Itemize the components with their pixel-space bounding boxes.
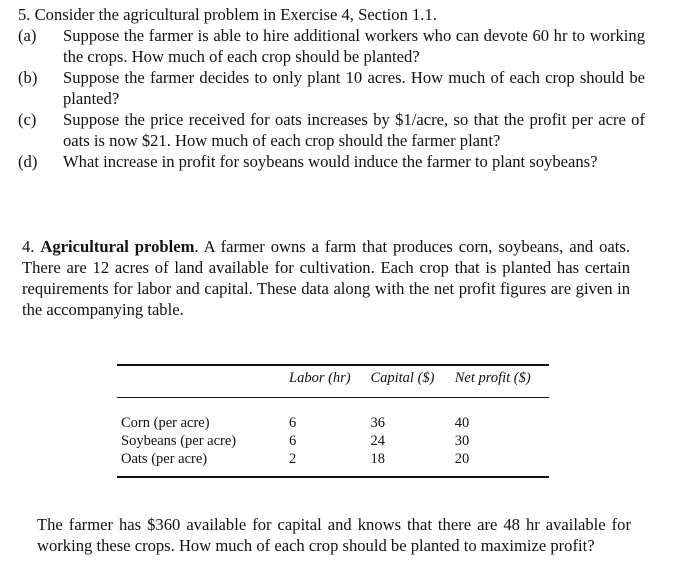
table-cell: Corn (per acre): [121, 415, 210, 431]
exercise-4-title: Agricultural problem: [40, 237, 195, 256]
crop-requirements-table: [117, 364, 549, 478]
table-header-capital: Capital ($): [370, 370, 435, 386]
table-cell: 36: [370, 415, 385, 431]
part-text: What increase in profit for soybeans would induce the farmer to plant soybeans?: [63, 152, 598, 171]
part-label: (a): [18, 26, 37, 45]
table-cell: 6: [289, 433, 297, 449]
table-cell: 30: [454, 433, 470, 449]
table-header-net-profit: Net profit ($): [454, 370, 531, 386]
exercise-4-text: A farmer owns a farm that produces corn, soybeans, and oats. There are 12 acres of land available for cultivation. Each crop that is planted has certain requirements for labor and capital. These data along with the net profit figures are given in the accompanying table.: [22, 237, 630, 319]
exercise-5-part-b: [18, 67, 645, 109]
table-cell: 20: [454, 451, 470, 467]
table-row: [117, 398, 549, 433]
part-label: (c): [18, 110, 37, 129]
exercise-5-intro: [18, 4, 658, 25]
exercise-5-part-a: [18, 25, 645, 67]
table-header-cell: [117, 365, 285, 398]
table-cell: Oats (per acre): [121, 451, 208, 467]
part-label: (d): [18, 152, 38, 171]
table-cell: 6: [289, 415, 297, 431]
table-cell: 18: [370, 451, 385, 467]
exercise-5: [18, 4, 658, 172]
exercise-5-intro-text: Consider the agricultural problem in Exercise 4, Section 1.1.: [34, 5, 437, 24]
exercise-5-number: 5.: [18, 5, 31, 24]
table-cell: 24: [370, 433, 385, 449]
exercise-4-question: The farmer has $360 available for capital and knows that there are 48 hr available for working these crops. How much of each crop should be planted to maximize profit?: [37, 515, 631, 555]
part-label: (b): [18, 68, 38, 87]
exercise-4-number: 4.: [22, 237, 35, 256]
table-header-labor: Labor (hr): [289, 370, 351, 386]
table-row: [117, 450, 549, 477]
table-cell: 2: [289, 451, 297, 467]
exercise-5-part-d: [18, 151, 645, 172]
table-header-row: [117, 365, 549, 398]
part-text: Suppose the price received for oats increases by $1/acre, so that the profit per acre of oats is now $21. How much of each crop should the farmer plant?: [63, 110, 645, 150]
exercise-5-part-c: [18, 109, 645, 151]
table-cell: 40: [454, 415, 470, 431]
table-cell: Soybeans (per acre): [121, 433, 237, 449]
exercise-4: 4. Agricultural problem. A farmer owns a farm that produces corn, soybeans, and oats. There are 12 acres of land available for cultivation. Each crop that is planted has certain requirements for labor and capital. These data along with the net profit figures are given in the accompanying table.: [22, 237, 630, 319]
part-text: Suppose the farmer is able to hire additional workers who can devote 60 hr to working the crops. How much of each crop should be planted?: [63, 26, 645, 66]
table-row: [117, 432, 549, 450]
part-text: Suppose the farmer decides to only plant 10 acres. How much of each crop should be planted?: [63, 68, 645, 108]
